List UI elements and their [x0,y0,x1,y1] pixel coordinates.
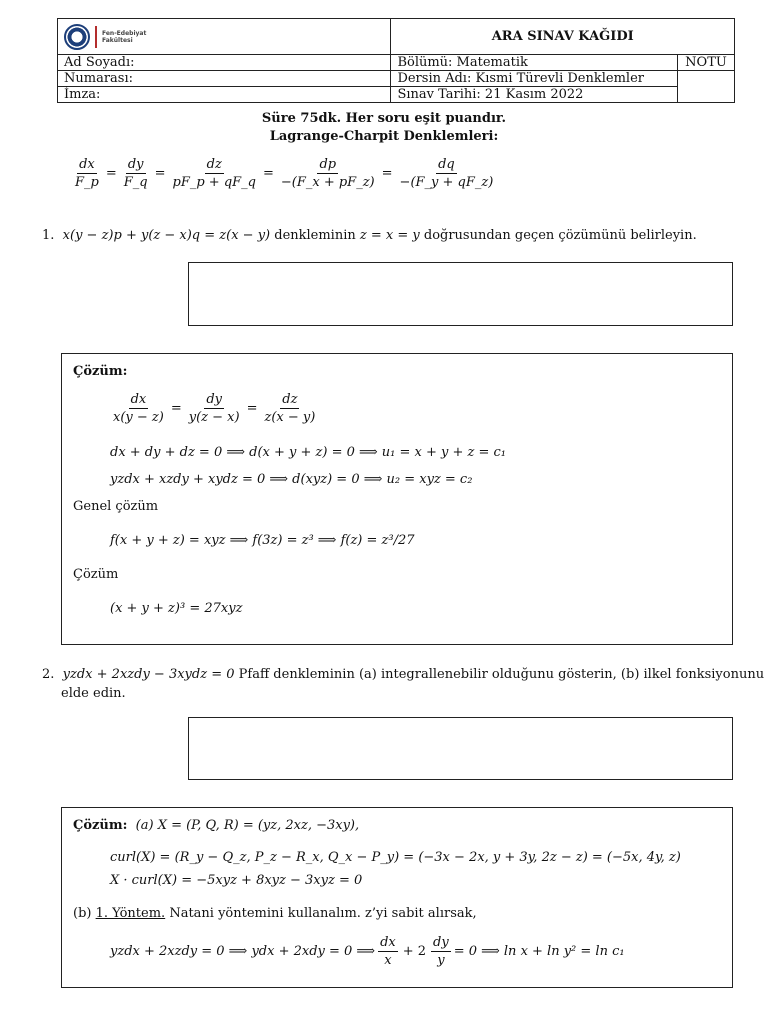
student-number-label: Numarası: [58,71,391,87]
sol2-part-b: (b) 1. Yöntem. Natani yöntemini kullanalım. z’yi sabit alırsak, [73,906,477,921]
lc-fraction-4: $\frac{dp}{-(F\_x + pF\_z)}$ [280,157,375,190]
general-solution-equation: f(x + y + z) = xyz ⟹ f(3z) = z³ ⟹ f(z) = z³/27 [110,533,415,548]
solution-box-2 [61,807,733,988]
method-label: 1. Yöntem. [95,906,166,921]
general-solution-label: Genel çözüm [73,499,159,514]
signature-label: İmza: [58,87,391,103]
solution-result-equation: (x + y + z)³ = 27xyz [110,601,243,616]
solution-box-1 [61,353,733,645]
solution-label: Çözüm: [73,364,128,379]
duration-note: Süre 75dk. Her soru eşit puandır. [261,111,507,126]
sol2-curl: curl(X) = (R_y − Q_z, P_z − R_x, Q_x − P_y) = (−3x − 2x, y + 3y, 2z − z) = (−5x, 4y, z) [110,850,681,865]
sol1-second-integral: yzdx + xzdy + xydz = 0 ⟹ d(xyz) = 0 ⟹ u₂ = xyz = c₂ [110,472,473,487]
question-number: 1. [42,228,55,243]
department-label: Bölümü: Matematik [391,55,678,71]
logo-cell [58,19,391,55]
name-field-label: Ad Soyadı: [58,55,391,71]
question-2: 2. yzdx + 2xzdy − 3xydz = 0 Pfaff denkleminin (a) integrallenebilir olduğunu gösterin, (b) ilkel fonksiyonunu [42,667,765,682]
section-title: Lagrange-Charpit Denklemleri: [269,129,499,144]
course-name-label: Dersin Adı: Kısmi Türevli Denklemler [391,71,678,87]
grade-box [678,71,735,103]
sol2-part-a: (a) X = (P, Q, R) = (yz, 2xz, −3xy), [135,818,360,833]
question-1-line: z = x = y [359,228,420,243]
question-1-equation: x(y − z)p + y(z − x)q = z(x − y) [62,228,271,243]
question-1: 1. x(y − z)p + y(z − x)q = z(x − y) denkleminin z = x = y doğrusundan geçen çözümünü belirleyin. [42,228,697,243]
exam-date-label: Sınav Tarihi: 21 Kasım 2022 [391,87,678,103]
sol1-characteristic-equation: $\frac{dx}{x(y - z)}$ = $\frac{dy}{y(z - x)}$ = $\frac{dz}{z(x - y)}$ [113,392,316,425]
lc-fraction-5: $\frac{dq}{-(F\_y + qF\_z)}$ [399,157,494,190]
faculty-logo: Fen-Edebiyat Fakültesi [64,24,384,50]
lc-fraction-2: $\frac{dy}{F\_q}$ [123,157,148,190]
exam-title: ARA SINAV KAĞIDI [391,19,735,55]
sol2-final-equation: yzdx + 2xzdy = 0 ⟹ ydx + 2xdy = 0 ⟹ $\frac{dx}{x}$ + 2 $\frac{dy}{y}$ = 0 ⟹ ln x + ln y² = ln c₁ [110,935,625,968]
question-number: 2. [42,667,55,682]
sol1-first-integral: dx + dy + dz = 0 ⟹ d(x + y + z) = 0 ⟹ u₁ = x + y + z = c₁ [110,445,506,460]
question-2-continued: elde edin. [61,686,126,701]
lc-fraction-3: $\frac{dz}{pF\_p + qF\_q}$ [172,157,256,190]
question-2-equation: yzdx + 2xzdy − 3xydz = 0 [62,667,235,682]
sol2-dot-product: X · curl(X) = −5xyz + 8xyz − 3xyz = 0 [110,873,363,888]
university-seal-icon [64,24,90,50]
lc-fraction-1: $\frac{dx}{F\_p}$ [75,157,99,190]
lagrange-charpit-equation: $\frac{dx}{F\_p}$ = $\frac{dy}{F\_q}$ = $\frac{dz}{pF\_p + qF\_q}$ = $\frac{dp}{-(F\_x + pF\_z)}$ = $\frac{dq}{-(F\_y + qF\_z)}$ [75,157,494,190]
exam-header-table [57,18,735,103]
solution-result-label: Çözüm [73,567,119,582]
answer-box-2[interactable] [188,717,733,780]
grade-label: NOTU [678,55,735,71]
logo-divider [95,26,97,48]
answer-box-1[interactable] [188,262,733,326]
solution-label: Çözüm: [73,818,128,833]
